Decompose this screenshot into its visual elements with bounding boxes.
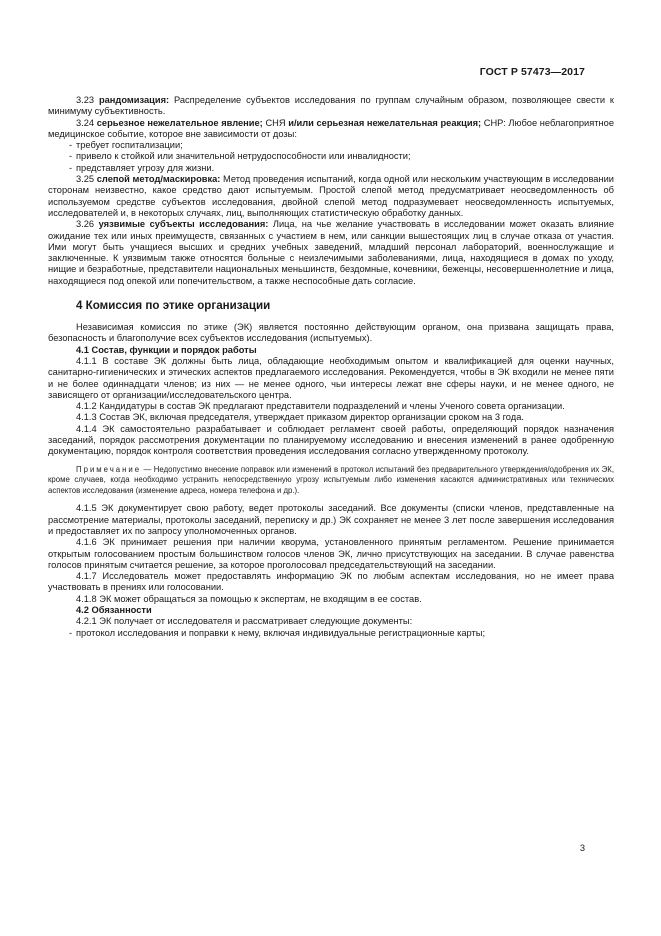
subsection-heading-4-1: 4.1 Состав, функции и порядок работы: [76, 344, 257, 355]
paragraph-4-1-2: 4.1.2 Кандидатуры в состав ЭК предлагают представители подразделений и члены Ученого совета организации.: [76, 401, 565, 412]
paragraph-text: Лица, на чье желание участвовать в исследовании может оказать влияние ожидание тех или иных преимуществ, связанных с участием в нем, или санкции вышестоящих лиц в случае отказа от участия. Ими могут быть учащиеся высших и средних учебных заведений, младший персонал лабораторий, военнослужащие и заключенные. К уязвимым также относятся больные с неизлечимыми заболеваниями, лица, находящиеся в домах по уходу, нищие и безработные, представители национальных меньшинств, бездомные, кочевники, беженцы, несовершеннолетние и лица, находящиеся под опекой или попечительством, а также неспособные дать согласие.: [48, 219, 614, 286]
term: рандомизация:: [98, 95, 170, 105]
clause-number: 3.23: [76, 95, 99, 105]
term: слепой метод/маскировка:: [96, 174, 221, 185]
paragraph-4-1-4: 4.1.4 ЭК самостоятельно разрабатывает и соблюдает регламент своей работы, определяющий порядок назначения заседаний, порядок рассмотрения документации по планируемому исследованию и внесения изменений в ранее одобренную документацию, порядок контроля соответствия проведения исследования согласно утвержденному протоколу.: [48, 423, 614, 457]
paragraph-3-23: [48, 95, 614, 118]
section-heading-4: 4 Комиссия по этике организации: [76, 299, 271, 313]
paragraph-text: Метод проведения испытаний, когда одной или нескольким участвующим в исследовании сторонам неизвестно, какое средство дают испытуемым. Простой слепой метод предусматривает неосведомленность об используемом средстве субъектов исследования, двойной слепой метод подразумевает неосведомленность испытуемых, исследователей и, в некоторых случаях, лиц, выполняющих статистическую обработку данных.: [48, 174, 614, 218]
list-item-text: протокол исследования и поправки к нему, включая индивидуальные регистрационные карты;: [76, 627, 486, 638]
paragraph-3-24: [48, 118, 614, 141]
document-body: [48, 95, 614, 639]
paragraph-4-1-7: 4.1.7 Исследователь может предоставлять информацию ЭК по любым аспектам исследования, но не имеет права участвовать в прениях или голосовании.: [48, 571, 614, 593]
clause-number: 3.25: [76, 174, 97, 185]
paragraph-text: СНР: Любое неблагоприятное медицинское событие, которое вне зависимости от дозы:: [48, 117, 614, 139]
list-item-text: требует госпитализации;: [76, 140, 183, 151]
list-item: [48, 628, 614, 639]
note-label: Примечание: [76, 464, 142, 474]
dash-marker: -: [69, 151, 73, 162]
paragraph-4-1-6: 4.1.6 ЭК принимает решения при наличии кворума, установленного принятым регламентом. Решение принимается открытым голосованием простым большинством голосов членов ЭК, лично присутствующих на заседании. В случае равенства голосов принятым считается решение, за которое проголосовал председательствующий на заседании.: [48, 537, 614, 570]
paragraph-4-1-8: 4.1.8 ЭК может обращаться за помощью к экспертам, не входящим в ее состав.: [76, 593, 422, 604]
clause-number: 3.26: [76, 219, 99, 230]
dash-marker: -: [69, 627, 73, 638]
paragraph-4-1-3: 4.1.3 Состав ЭК, включая председателя, утверждает приказом директор организации сроком на 3 года.: [76, 412, 524, 423]
list-item: [48, 163, 614, 174]
list-item: [48, 151, 614, 162]
list-item: [48, 140, 614, 151]
paragraph-4-1-5: 4.1.5 ЭК документирует свою работу, ведет протоколы заседаний. Все документы (списки членов, представленные на рассмотрение материалы, протоколы заседаний, переписку и др.) ЭК сохраняет не менее 3 лет после завершения исследования и предоставляет их по запросу уполномоченных органов.: [48, 503, 614, 536]
term: серьезное нежелательное явление;: [96, 117, 263, 128]
clause-number: 3.24: [76, 117, 97, 128]
paragraph-3-25: [48, 174, 614, 219]
dash-marker: -: [69, 162, 73, 173]
list-item-text: представляет угрозу для жизни.: [76, 162, 215, 173]
paragraph-text: Распределение субъектов исследования по группам случайным образом, позволяющее свести к минимуму субъективность.: [48, 95, 614, 117]
note-text: — Недопустимо внесение поправок или изменений в протокол испытаний без предварительного утверждения/одобрения их ЭК, кроме случаев, когда необходимо устранить непосредственную угрозу испытуемым либо изменения касаются административных или технических аспектов исследования (изменение адреса, номера телефона и др.).: [48, 464, 614, 495]
paragraph-3-26: [48, 219, 614, 287]
subsection-heading-4-2: 4.2 Обязанности: [76, 605, 152, 616]
dash-marker: -: [69, 140, 73, 151]
abbreviation: СНЯ: [262, 117, 289, 128]
note: [48, 465, 614, 497]
paragraph-4-intro: Независимая комиссия по этике (ЭК) является постоянно действующим органом, она призвана защищать права, безопасность и благополучие всех субъектов исследования (испытуемых).: [48, 322, 614, 344]
paragraph-4-1-1: 4.1.1 В составе ЭК должны быть лица, обладающие необходимым опытом и квалификацией для оценки научных, санитарно-гигиенических и этических аспектов предлагаемого исследования. Рекомендуется, чтобы в ЭК входили не менее пяти и не более одиннадцати членов; из них — не менее одного, чьи интересы лежат вне сферы науки, и не менее одного, не зависящего от организации/исследовательского центра.: [48, 355, 614, 400]
page-number: 3: [579, 843, 585, 853]
term: уязвимые субъекты исследования:: [98, 219, 269, 230]
document-header: ГОСТ Р 57473—2017: [479, 66, 585, 78]
paragraph-4-2-1: 4.2.1 ЭК получает от исследователя и рассматривает следующие документы:: [76, 616, 413, 627]
list-item-text: привело к стойкой или значительной нетрудоспособности или инвалидности;: [76, 151, 411, 162]
term: и/или серьезная нежелательная реакция;: [288, 117, 482, 128]
